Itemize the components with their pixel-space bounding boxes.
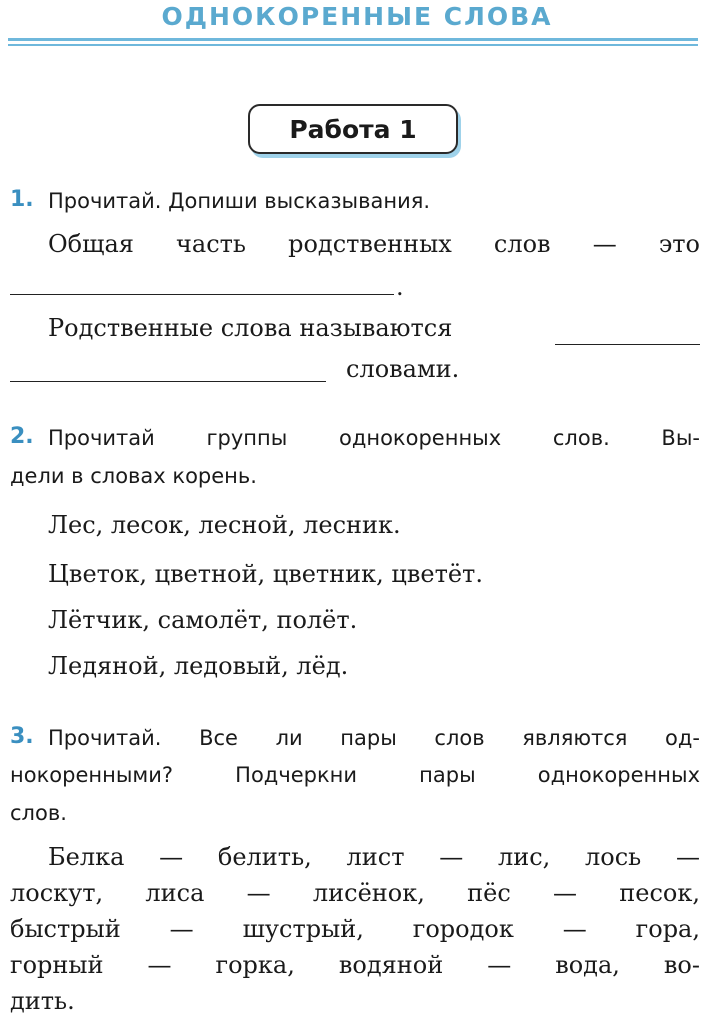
task-3-number: 3. [10,724,34,749]
task-1-line-4-end: словами. [346,355,460,383]
task-1-line-3: Родственные слова называются [48,314,453,342]
task-1-blank-2[interactable] [555,344,700,345]
task-2-instruction-line-2: дели в словах корень. [10,464,257,488]
task-3-pairs-line-4: горный — горка, водяной — вода, во- [10,951,700,979]
task-3-instruction-line-3: слов. [10,801,67,825]
task-1-number: 1. [10,187,34,212]
task-1-line-2-end: . [396,273,404,301]
work-title-label: Работа 1 [289,114,417,144]
header-divider-bottom [8,44,698,46]
task-3-pairs-line-5: дить. [10,987,75,1015]
task-1-line-1: Общая часть родственных слов — это [48,230,700,258]
task-1-blank-1[interactable] [10,294,394,295]
task-2-instruction-line-1: Прочитай группы однокоренных слов. Вы- [48,426,700,450]
task-2-number: 2. [10,424,34,449]
task-2-group-1: Лес, лесок, лесной, лесник. [48,511,401,539]
header-divider-top [8,38,698,41]
task-2-group-4: Ледяной, ледовый, лёд. [48,652,349,680]
task-3-pairs-line-2: лоскут, лиса — лисёнок, пёс — песок, [10,879,700,907]
task-2-group-3: Лётчик, самолёт, полёт. [48,606,358,634]
task-2-group-2: Цветок, цветной, цветник, цветёт. [48,560,483,588]
task-3-instruction-line-2: нокоренными? Подчеркни пары однокоренных [10,763,700,787]
page-header-title: ОДНОКОРЕННЫЕ СЛОВА [161,2,553,31]
task-1-blank-3[interactable] [10,381,326,382]
task-3-pairs-line-1: Белка — белить, лист — лис, лось — [48,843,700,871]
task-3-instruction-line-1: Прочитай. Все ли пары слов являются од- [48,726,700,750]
work-title-badge [248,104,458,154]
task-1-instruction: Прочитай. Допиши высказывания. [48,189,431,213]
task-3-pairs-line-3: быстрый — шустрый, городок — гора, [10,915,700,943]
